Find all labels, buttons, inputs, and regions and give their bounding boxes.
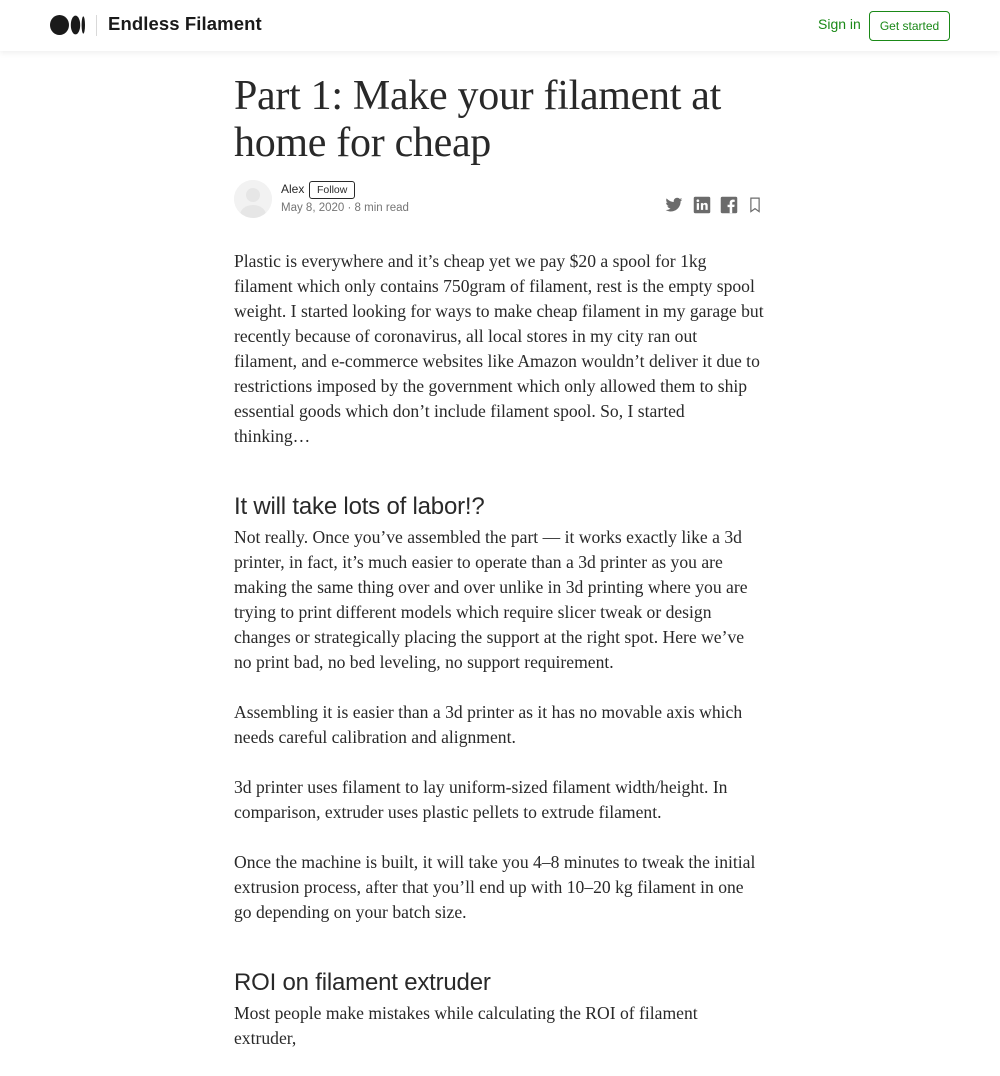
- article: [234, 66, 764, 1048]
- read-time: 8 min read: [354, 202, 409, 214]
- follow-button[interactable]: Follow: [309, 181, 355, 199]
- twitter-icon[interactable]: [665, 196, 683, 214]
- heading-labor: It will take lots of labor!?: [234, 493, 485, 520]
- publication-name[interactable]: Endless Filament: [108, 13, 262, 34]
- get-started-button[interactable]: Get started: [869, 11, 950, 41]
- logo-divider: [96, 15, 97, 36]
- linkedin-icon[interactable]: [693, 196, 711, 214]
- article-title: Part 1: Make your filament at home for cheap: [234, 73, 721, 166]
- medium-logo-icon[interactable]: [50, 14, 86, 36]
- author-name[interactable]: Alex: [281, 182, 305, 196]
- paragraph-roi: Most people make mistakes while calculating the ROI of filament extruder,: [234, 1003, 698, 1048]
- article-meta: [234, 180, 764, 220]
- date-read-time: [281, 202, 409, 214]
- paragraph-labor: Not really. Once you’ve assembled the part — it works exactly like a 3d printer, in fact, it’s much easier to operate than a 3d printer as you are making the same thing over and over unlike in 3d printing where you are trying to print different models which require slicer tweak or design changes or strategically placing the support at the right spot. Here we’ve no print bad, no bed leveling, no support requirement.: [234, 527, 748, 672]
- meta-separator: ·: [347, 202, 352, 214]
- paragraph-machine-built: Once the machine is built, it will take you 4–8 minutes to tweak the initial extrusion process, after that you’ll end up with 10–20 kg filament in one go depending on your batch size.: [234, 852, 756, 922]
- publish-date: May 8, 2020: [281, 202, 345, 214]
- paragraph-filament-width: 3d printer uses filament to lay uniform-sized filament width/height. In comparison, extruder uses plastic pellets to extrude filament.: [234, 777, 728, 822]
- heading-roi: ROI on filament extruder: [234, 969, 491, 996]
- avatar-placeholder-icon: [234, 180, 272, 218]
- article-body: [234, 249, 764, 1076]
- top-navigation-bar: [0, 0, 1000, 51]
- paragraph-intro: Plastic is everywhere and it’s cheap yet we pay $20 a spool for 1kg filament which only contains 750gram of filament, rest is the empty spool weight. I started looking for ways to make cheap filament in my garage but recently because of coronavirus, all local stores in my city ran out filament, and e-commerce websites like Amazon wouldn’t deliver it due to restrictions imposed by the government which only allowed them to ship essential goods which don’t include filament spool. So, I started thinking…: [234, 251, 764, 446]
- paragraph-assembling: Assembling it is easier than a 3d printer as it has no movable axis which needs careful calibration and alignment.: [234, 702, 743, 747]
- bookmark-icon[interactable]: [746, 196, 764, 214]
- facebook-icon[interactable]: [720, 196, 738, 214]
- sign-in-link[interactable]: Sign in: [818, 16, 861, 32]
- avatar[interactable]: [234, 180, 272, 218]
